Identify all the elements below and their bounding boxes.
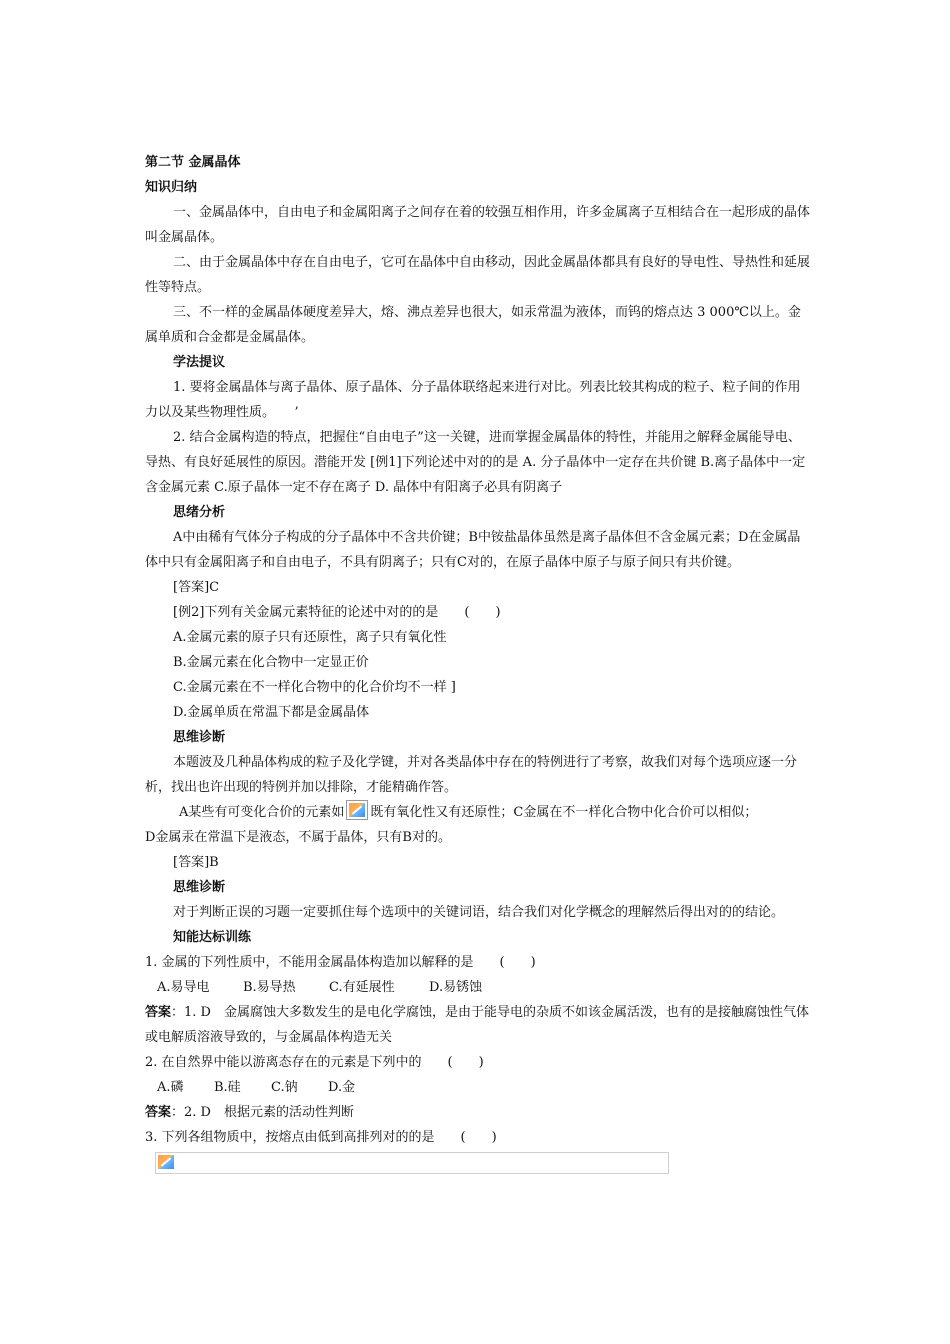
diagnosis-paragraph-2-line2: D金属汞在常温下是液态，不属于晶体，只有B对的。 bbox=[145, 830, 451, 845]
answer-q1: 答案：1. D 金属腐蚀大多数发生的是电化学腐蚀，是由于能导电的杂质不如该金属活泼，也有的是接触腐蚀性气体或电解质溶液导致的，与金属晶体构造无关 bbox=[145, 1005, 809, 1045]
knowledge-paragraph-1: 一、金属晶体中，自由电子和金属阳离子之间存在着的较强互相作用，许多金属离子互相结合在一起形成的晶体叫金属晶体。 bbox=[145, 205, 811, 245]
q1-option-d: D.易锈蚀 bbox=[429, 980, 483, 995]
example-2-option-c: C.金属元素在不一样化合物中的化合价均不一样 ] bbox=[173, 680, 456, 695]
question-1-options bbox=[145, 975, 813, 1000]
question-1: 1. 金属的下列性质中，不能用金属晶体构造加以解释的是 ( ) bbox=[145, 955, 536, 970]
knowledge-heading: 知识归纳 bbox=[145, 180, 198, 195]
training-heading: 知能达标训练 bbox=[173, 930, 252, 945]
answer-label: 答案 bbox=[145, 1005, 172, 1020]
example-2-option-d: D.金属单质在常温下都是金属晶体 bbox=[173, 705, 370, 720]
analysis-paragraph: A中由稀有气体分子构成的分子晶体中不含共价键；B中铵盐晶体虽然是离子晶体但不含金属元素；D在金属晶体中只有金属阳离子和自由电子，不具有阴离子；只有C对的，在原子晶体中原子与原子间只有共价键。 bbox=[145, 530, 801, 570]
knowledge-paragraph-3: 三、不一样的金属晶体硬度差异大，熔、沸点差异也很大，如汞常温为液体，而钨的熔点达 3 000℃以上。金属单质和合金都是金属晶体。 bbox=[145, 305, 801, 345]
broken-image-icon bbox=[346, 800, 368, 820]
diagnosis-heading-2: 思维诊断 bbox=[173, 880, 226, 895]
q1-option-b: B.易导热 bbox=[243, 980, 296, 995]
method-paragraph-1: 1. 要将金属晶体与离子晶体、原子晶体、分子晶体联络起来进行对比。列表比较其构成的粒子、粒子间的作用力以及某些物理性质。 ’ bbox=[145, 380, 801, 420]
q2-option-c: C.钠 bbox=[271, 1080, 298, 1095]
example-2-option-a: A.金属元素的原子只有还原性，离子只有氧化性 bbox=[173, 630, 447, 645]
broken-image-icon bbox=[156, 1153, 178, 1173]
question-3: 3. 下列各组物质中，按熔点由低到高排列对的的是 ( ) bbox=[145, 1130, 497, 1145]
diagnosis-paragraph-3: 对于判断正误的习题一定要抓住每个选项中的关键词语，结合我们对化学概念的理解然后得出对的的结论。 bbox=[173, 905, 785, 920]
question-2: 2. 在自然界中能以游离态存在的元素是下列中的 ( ) bbox=[145, 1055, 484, 1070]
question-2-options bbox=[145, 1075, 813, 1100]
answer-1: [答案]C bbox=[173, 580, 220, 595]
diagnosis-paragraph-1: 本题波及几种晶体构成的粒子及化学键，并对各类晶体中存在的特例进行了考察，故我们对每个选项应逐一分析，找出也许出现的特例并加以排除，才能精确作答。 bbox=[145, 755, 798, 795]
method-paragraph-2: 2. 结合金属构造的特点，把握住“自由电子”这一关键，进而掌握金属晶体的特性，并能用之解释金属能导电、导热、有良好延展性的原因。潜能开发 [例1]下列论述中对的的是 A. 分子晶体中一定存在共价键 B.离子晶体中一定含金属元素 C.原子晶体一定不存在离子 D. 晶体中有阳离子必具有阴离子 bbox=[145, 430, 806, 495]
analysis-heading: 思绪分析 bbox=[173, 505, 226, 520]
question-3-image-placeholder bbox=[155, 1152, 669, 1174]
answer-q2: 答案：2. D 根据元素的活动性判断 bbox=[145, 1105, 354, 1120]
section-title: 第二节 金属晶体 bbox=[145, 155, 241, 170]
q1-option-c: C.有延展性 bbox=[329, 980, 395, 995]
example-2-option-b: B.金属元素在化合物中一定显正价 bbox=[173, 655, 369, 670]
knowledge-paragraph-2: 二、由于金属晶体中存在自由电子，它可在晶体中自由移动，因此金属晶体都具有良好的导电性、导热性和延展性等特点。 bbox=[145, 255, 811, 295]
document-page bbox=[145, 150, 813, 1174]
q1-option-a: A.易导电 bbox=[157, 980, 210, 995]
method-heading: 学法提议 bbox=[173, 355, 226, 370]
diagnosis-heading-1: 思维诊断 bbox=[173, 730, 226, 745]
q2-option-d: D.金 bbox=[328, 1080, 356, 1095]
answer-label-2: 答案 bbox=[145, 1105, 172, 1120]
q2-option-a: A.磷 bbox=[157, 1080, 184, 1095]
example-2-question: [例2]下列有关金属元素特征的论述中对的的是 ( ) bbox=[173, 605, 501, 620]
answer-2: [答案]B bbox=[173, 855, 219, 870]
diagnosis-paragraph-2: A某些有可变化合价的元素如 既有氧化性又有还原性；C金属在不一样化合物中化合价可以相似； bbox=[145, 800, 813, 825]
q2-option-b: B.硅 bbox=[214, 1080, 241, 1095]
